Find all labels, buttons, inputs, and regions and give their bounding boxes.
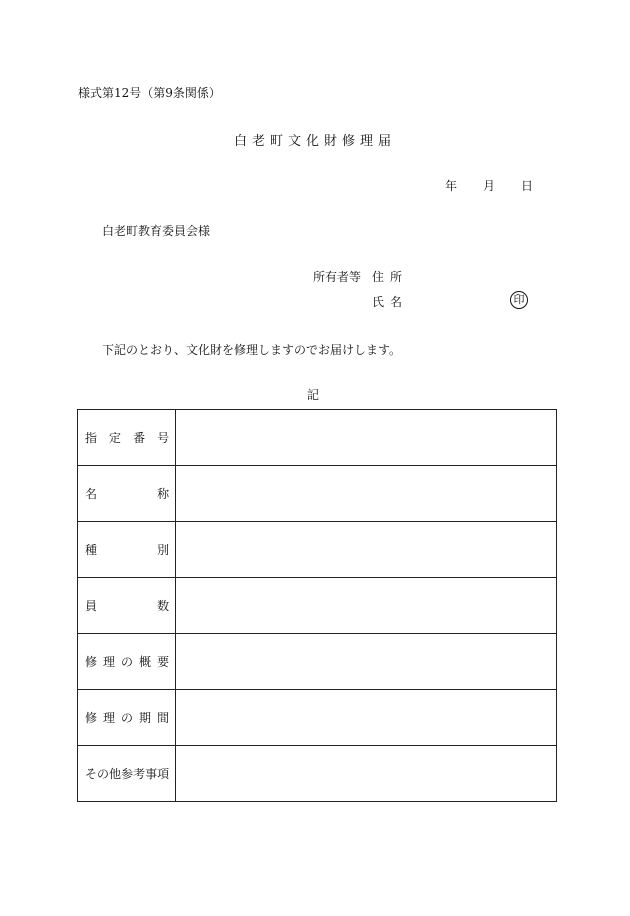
row-label: 種 別 <box>85 543 170 557</box>
table-row <box>78 746 557 802</box>
row-label: 指 定 番 号 <box>85 431 170 445</box>
table-row <box>78 410 557 466</box>
row-label-cell <box>78 466 176 522</box>
table-row <box>78 522 557 578</box>
document-title: 白老町文化財修理届 <box>233 134 396 149</box>
row-label: 員 数 <box>85 599 170 613</box>
date-month: 月 <box>483 179 496 193</box>
row-label-cell <box>78 522 176 578</box>
row-value-cell[interactable] <box>176 466 557 522</box>
addressee: 白老町教育委員会様 <box>102 224 211 238</box>
detail-table <box>77 409 557 802</box>
row-label-cell <box>78 746 176 802</box>
table-row <box>78 578 557 634</box>
row-label-cell <box>78 634 176 690</box>
row-label: 修 理 の 期 間 <box>85 711 170 725</box>
row-label: 修 理 の 概 要 <box>85 655 170 669</box>
table-row <box>78 690 557 746</box>
date-day: 日 <box>521 179 534 193</box>
seal-mark: 印 <box>510 291 528 309</box>
row-value-cell[interactable] <box>176 690 557 746</box>
date-line <box>445 177 533 194</box>
table-row <box>78 466 557 522</box>
row-label-cell <box>78 690 176 746</box>
address-label: 住所 <box>372 270 409 284</box>
row-label: 名 称 <box>85 487 170 501</box>
row-label: そ の 他 参 考 事 項 <box>85 767 170 781</box>
row-value-cell[interactable] <box>176 522 557 578</box>
date-year: 年 <box>445 179 458 193</box>
row-value-cell[interactable] <box>176 578 557 634</box>
row-label-cell <box>78 410 176 466</box>
form-number: 様式第12号（第9条関係） <box>78 86 221 100</box>
name-label: 氏名 <box>372 295 409 309</box>
owner-label: 所有者等 <box>313 270 362 284</box>
row-value-cell[interactable] <box>176 746 557 802</box>
table-row <box>78 634 557 690</box>
statement: 下記のとおり、文化財を修理しますのでお届けします。 <box>102 343 402 357</box>
row-value-cell[interactable] <box>176 634 557 690</box>
ki-heading: 記 <box>306 388 319 402</box>
row-label-cell <box>78 578 176 634</box>
row-value-cell[interactable] <box>176 410 557 466</box>
